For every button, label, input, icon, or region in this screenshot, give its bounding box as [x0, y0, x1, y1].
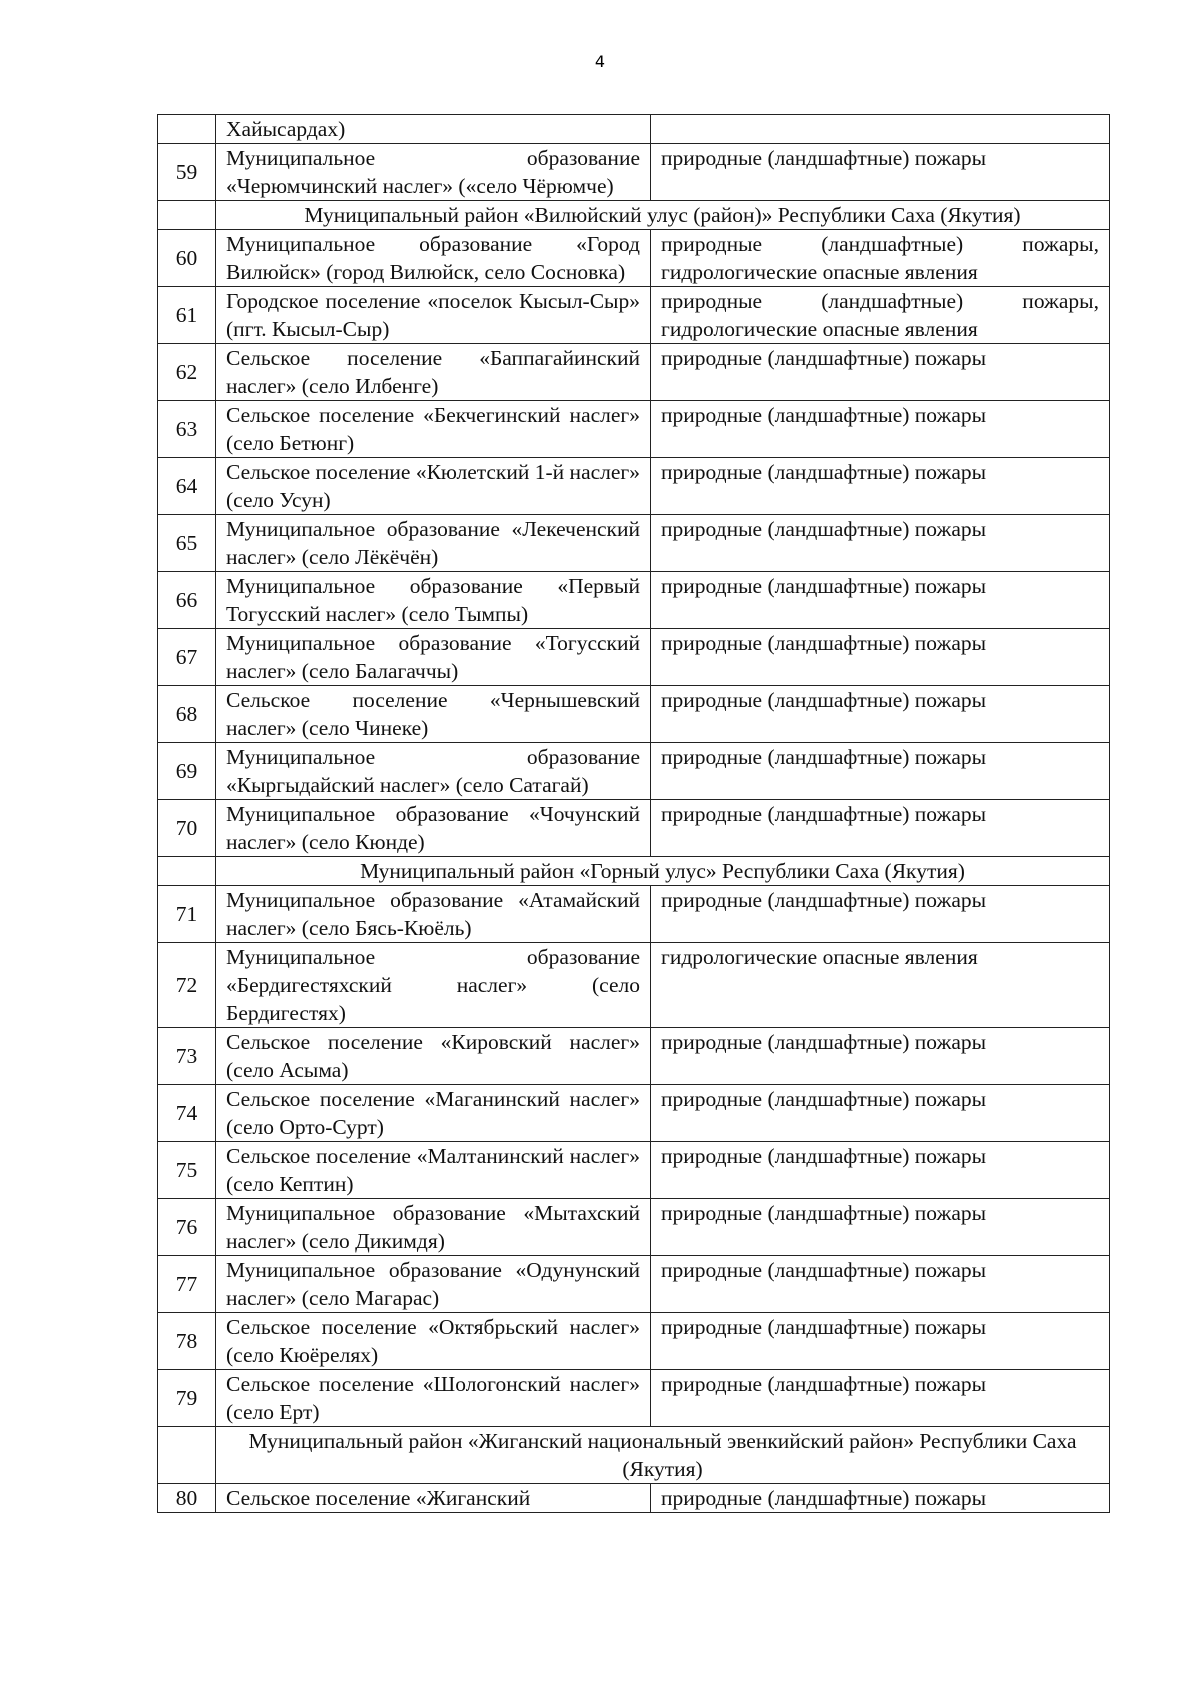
table-row: [158, 1028, 1110, 1085]
settlement-name-cell: Городское поселение «поселок Кысыл-Сыр» (пгт. Кысыл-Сыр): [216, 287, 651, 344]
row-number-cell: 66: [158, 572, 216, 629]
row-number-cell: [158, 201, 216, 230]
settlement-name-cell: Сельское поселение «Жиганский: [216, 1484, 651, 1513]
hazard-cell: природные (ландшафтные) пожары: [651, 629, 1110, 686]
table-row: [158, 886, 1110, 943]
settlement-name-cell: Муниципальное образование «Первый Тогусский наслег» (село Тымпы): [216, 572, 651, 629]
row-number-cell: 70: [158, 800, 216, 857]
hazard-cell: природные (ландшафтные) пожары: [651, 144, 1110, 201]
table-row: [158, 1370, 1110, 1427]
table-row: [158, 1256, 1110, 1313]
row-number-cell: 72: [158, 943, 216, 1028]
table-row: [158, 230, 1110, 287]
hazard-cell: природные (ландшафтные) пожары: [651, 686, 1110, 743]
hazard-cell: природные (ландшафтные) пожары: [651, 1085, 1110, 1142]
table-row: [158, 743, 1110, 800]
row-number-cell: [158, 115, 216, 144]
row-number-cell: 79: [158, 1370, 216, 1427]
row-number-cell: 60: [158, 230, 216, 287]
hazard-cell: природные (ландшафтные) пожары: [651, 886, 1110, 943]
settlement-name-cell: Сельское поселение «Баппагайинский наслег» (село Илбенге): [216, 344, 651, 401]
hazard-cell: гидрологические опасные явления: [651, 943, 1110, 1028]
settlement-name-cell: Сельское поселение «Чернышевский наслег» (село Чинеке): [216, 686, 651, 743]
hazard-cell: природные (ландшафтные) пожары: [651, 1199, 1110, 1256]
table-row: [158, 287, 1110, 344]
row-number-cell: 71: [158, 886, 216, 943]
settlement-name-cell: Муниципальное образование «Кыргыдайский наслег» (село Сатагай): [216, 743, 651, 800]
row-number-cell: 69: [158, 743, 216, 800]
row-number-cell: 63: [158, 401, 216, 458]
row-number-cell: 78: [158, 1313, 216, 1370]
row-number-cell: 62: [158, 344, 216, 401]
row-number-cell: 75: [158, 1142, 216, 1199]
settlement-name-cell: Сельское поселение «Кюлетский 1-й наслег» (село Усун): [216, 458, 651, 515]
table-row: [158, 1142, 1110, 1199]
row-number-cell: 68: [158, 686, 216, 743]
settlements-table: [157, 114, 1110, 1513]
hazard-cell: природные (ландшафтные) пожары: [651, 1370, 1110, 1427]
row-number-cell: 74: [158, 1085, 216, 1142]
settlement-name-cell: Муниципальное образование «Чочунский наслег» (село Кюнде): [216, 800, 651, 857]
hazard-cell: природные (ландшафтные) пожары: [651, 572, 1110, 629]
row-number-cell: 65: [158, 515, 216, 572]
table-row-continuation: [158, 115, 1110, 144]
table-body: [158, 115, 1110, 1513]
table-row: [158, 144, 1110, 201]
hazard-cell: природные (ландшафтные) пожары, гидрологические опасные явления: [651, 230, 1110, 287]
table-row: [158, 800, 1110, 857]
hazard-cell: природные (ландшафтные) пожары: [651, 800, 1110, 857]
district-header-row: [158, 1427, 1110, 1484]
table-row: [158, 686, 1110, 743]
table-row: [158, 1085, 1110, 1142]
settlement-name-cell: Муниципальное образование «Черюмчинский наслег» («село Чёрюмче): [216, 144, 651, 201]
row-number-cell: 67: [158, 629, 216, 686]
settlement-name-cell: Муниципальное образование «Одунунский наслег» (село Магарас): [216, 1256, 651, 1313]
row-number-cell: [158, 857, 216, 886]
settlement-name-cell: Муниципальное образование «Лекеченский наслег» (село Лёкёчён): [216, 515, 651, 572]
settlement-name-cell: Сельское поселение «Маганинский наслег» (село Орто-Сурт): [216, 1085, 651, 1142]
hazard-cell: природные (ландшафтные) пожары, гидрологические опасные явления: [651, 287, 1110, 344]
settlement-name-cell: Муниципальное образование «Мытахский наслег» (село Дикимдя): [216, 1199, 651, 1256]
settlement-name-cell: Сельское поселение «Октябрьский наслег» (село Кюёрелях): [216, 1313, 651, 1370]
row-number-cell: 73: [158, 1028, 216, 1085]
table-row: [158, 1199, 1110, 1256]
table-row: [158, 458, 1110, 515]
hazard-cell: природные (ландшафтные) пожары: [651, 1028, 1110, 1085]
hazard-cell: природные (ландшафтные) пожары: [651, 344, 1110, 401]
settlement-name-cell: Муниципальное образование «Город Вилюйск» (город Вилюйск, село Сосновка): [216, 230, 651, 287]
hazard-cell: природные (ландшафтные) пожары: [651, 1142, 1110, 1199]
settlement-name-cell: Муниципальное образование «Бердигестяхский наслег» (село Бердигестях): [216, 943, 651, 1028]
table-row: [158, 344, 1110, 401]
settlement-name-cell: Муниципальное образование «Тогусский наслег» (село Балагаччы): [216, 629, 651, 686]
row-number-cell: 59: [158, 144, 216, 201]
settlement-name-cell: Сельское поселение «Малтанинский наслег» (село Кептин): [216, 1142, 651, 1199]
hazard-cell: [651, 115, 1110, 144]
district-name-cell: Муниципальный район «Вилюйский улус (район)» Республики Саха (Якутия): [216, 201, 1110, 230]
settlement-name-cell: Хайысардах): [216, 115, 651, 144]
row-number-cell: 80: [158, 1484, 216, 1513]
settlement-name-cell: Сельское поселение «Бекчегинский наслег» (село Бетюнг): [216, 401, 651, 458]
table-row: [158, 1313, 1110, 1370]
page-number: 4: [594, 52, 606, 71]
table-row: [158, 629, 1110, 686]
table-row: [158, 572, 1110, 629]
district-header-row: [158, 857, 1110, 886]
district-name-cell: Муниципальный район «Горный улус» Республики Саха (Якутия): [216, 857, 1110, 886]
row-number-cell: 76: [158, 1199, 216, 1256]
district-name-cell: Муниципальный район «Жиганский национальный эвенкийский район» Республики Саха (Якутия): [216, 1427, 1110, 1484]
hazard-cell: природные (ландшафтные) пожары: [651, 458, 1110, 515]
hazard-cell: природные (ландшафтные) пожары: [651, 743, 1110, 800]
table-row: [158, 401, 1110, 458]
row-number-cell: 61: [158, 287, 216, 344]
district-header-row: [158, 201, 1110, 230]
settlement-name-cell: Сельское поселение «Шологонский наслег» (село Ерт): [216, 1370, 651, 1427]
hazard-cell: природные (ландшафтные) пожары: [651, 401, 1110, 458]
table-row: [158, 1484, 1110, 1513]
table-row: [158, 515, 1110, 572]
hazard-cell: природные (ландшафтные) пожары: [651, 1313, 1110, 1370]
row-number-cell: 64: [158, 458, 216, 515]
hazard-cell: природные (ландшафтные) пожары: [651, 1256, 1110, 1313]
table-row: [158, 943, 1110, 1028]
hazard-cell: природные (ландшафтные) пожары: [651, 1484, 1110, 1513]
hazard-cell: природные (ландшафтные) пожары: [651, 515, 1110, 572]
row-number-cell: 77: [158, 1256, 216, 1313]
row-number-cell: [158, 1427, 216, 1484]
settlement-name-cell: Муниципальное образование «Атамайский наслег» (село Бясь-Кюёль): [216, 886, 651, 943]
settlement-name-cell: Сельское поселение «Кировский наслег» (село Асыма): [216, 1028, 651, 1085]
